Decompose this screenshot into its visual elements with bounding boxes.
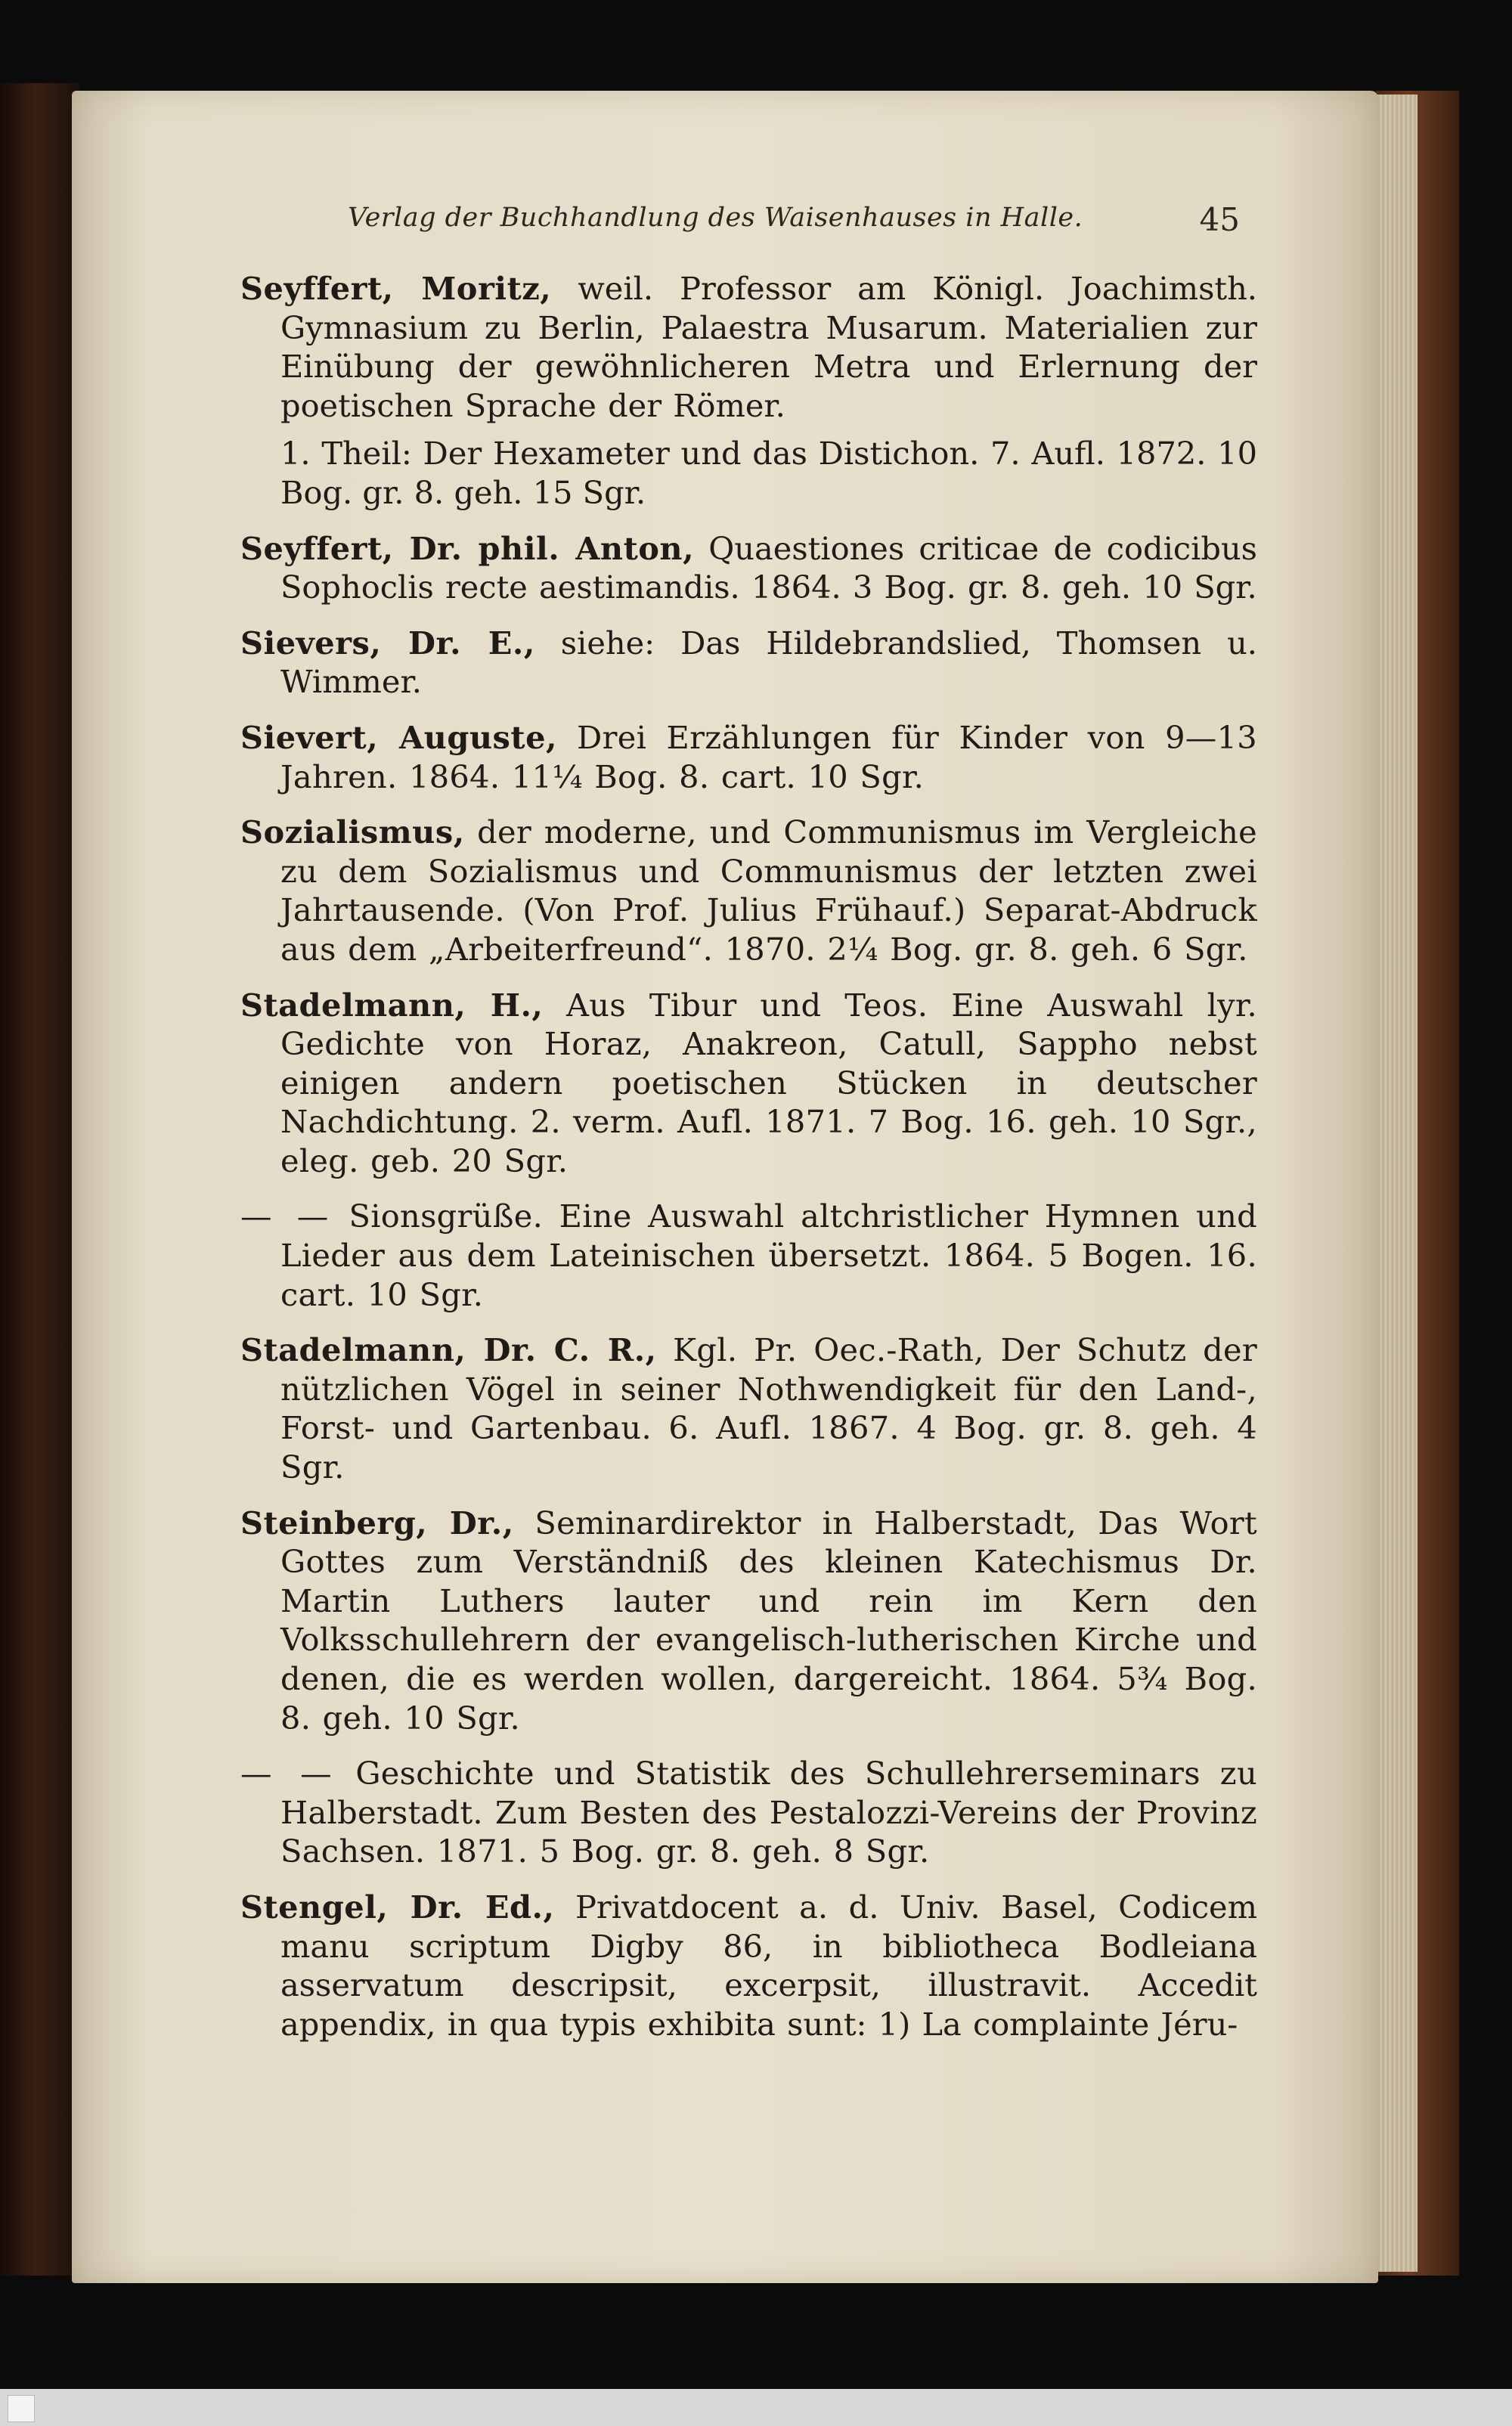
catalog-entry — [240, 529, 1257, 607]
catalog-entry — [240, 1504, 1257, 1738]
catalog-entry — [240, 1331, 1257, 1486]
page-edges — [1372, 94, 1418, 2272]
entry-text: Aus Tibur und Teos. Eine Auswahl lyr. Gedichte von Horaz, Anakreon, Catull, Sappho nebst einigen andern poetischen Stücken in deutscher Nachdichtung. 2. verm. Aufl. 1871. 7 Bog. 16. geh. 10 Sgr., eleg. geb. 20 Sgr. — [280, 986, 1257, 1179]
entry-author: Sievers, Dr. E., — [240, 624, 535, 661]
entry-author: Stengel, Dr. Ed., — [240, 1888, 555, 1926]
page-number: 45 — [1199, 201, 1240, 238]
book-cover-left — [0, 83, 79, 2276]
catalog-entry — [240, 718, 1257, 796]
catalog-entries — [240, 269, 1257, 2060]
entry-text: der moderne, und Communismus im Vergleiche zu dem Sozialismus und Communismus der letzten zwei Jahrtausende. (Von Prof. Julius Frühauf.) Separat-Abdruck aus dem „Arbeiterfreund“. 1870. 2¼ Bog. gr. 8. geh. 6 Sgr. — [280, 813, 1257, 968]
entry-text: weil. Professor am Königl. Joachimsth. Gymnasium zu Berlin, Palaestra Musarum. Materialien zur Einübung der gewöhnlicheren Metra und Erlernung der poetischen Sprache der Römer. — [280, 270, 1257, 424]
catalog-entry — [240, 624, 1257, 702]
viewer-footer-strip — [0, 2389, 1512, 2426]
catalog-entry — [240, 269, 1257, 425]
entry-text: Privatdocent a. d. Univ. Basel, Codicem manu scriptum Digby 86, in bibliotheca Bodleiana asservatum descripsit, excerpsit, illustravit. Accedit appendix, in qua typis exhibita sunt: 1) La complainte Jéru- — [280, 1888, 1257, 2043]
entry-author: Seyffert, Dr. phil. Anton, — [240, 529, 695, 567]
entry-author: Sievert, Auguste, — [240, 718, 557, 756]
entry-text: siehe: Das Hildebrandslied, Thomsen u. Wimmer. — [280, 624, 1257, 701]
entry-author: Stadelmann, H., — [240, 986, 544, 1024]
entry-text: Sionsgrüße. Eine Auswahl altchristlicher Hymnen und Lieder aus dem Lateinischen übersetzt. 1864. 5 Bogen. 16. cart. 10 Sgr. — [280, 1198, 1257, 1313]
catalog-entry-continued — [240, 1197, 1257, 1314]
entry-text: Quaestiones criticae de codicibus Sophoclis recte aestimandis. 1864. 3 Bog. gr. 8. geh. 10 Sgr. — [280, 529, 1257, 606]
page-header — [348, 203, 1240, 240]
catalog-entry — [240, 986, 1257, 1181]
entry-text: Seminardirektor in Halberstadt, Das Wort Gottes zum Verständniß des kleinen Katechismus Dr. Martin Luthers lauter und rein im Kern den Volksschullehrern der evangelisch-lutherischen Kirche und denen, die es werden wollen, dargereicht. 1864. 5¾ Bog. 8. geh. 10 Sgr. — [280, 1504, 1257, 1737]
catalog-entry — [240, 1888, 1257, 2043]
entry-text: Kgl. Pr. Oec.-Rath, Der Schutz der nützlichen Vögel in seiner Nothwendigkeit für den Land-, Forst- und Gartenbau. 6. Aufl. 1867. 4 Bog. gr. 8. geh. 4 Sgr. — [280, 1331, 1258, 1486]
ditto-dash: — — — [240, 1755, 336, 1792]
entry-author: Steinberg, Dr., — [240, 1504, 514, 1541]
entry-author: Stadelmann, Dr. C. R., — [240, 1331, 657, 1369]
catalog-entry — [240, 813, 1257, 968]
entry-text: Geschichte und Statistik des Schullehrerseminars zu Halberstadt. Zum Besten des Pestalozzi-Vereins der Provinz Sachsen. 1871. 5 Bog. gr. 8. geh. 8 Sgr. — [280, 1755, 1257, 1870]
entry-author: Sozialismus, — [240, 813, 465, 851]
entry-author: Seyffert, Moritz, — [240, 270, 552, 307]
entry-part: 1. Theil: Der Hexameter und das Distichon. 7. Aufl. 1872. 10 Bog. gr. 8. geh. 15 Sgr. — [280, 435, 1257, 511]
catalog-entry-continued — [240, 1754, 1257, 1871]
library-logo-icon — [8, 2395, 35, 2422]
entry-text: Drei Erzählungen für Kinder von 9—13 Jahren. 1864. 11¼ Bog. 8. cart. 10 Sgr. — [280, 718, 1257, 795]
running-title: Verlag der Buchhandlung des Waisenhauses in Halle. — [348, 203, 1083, 233]
ditto-dash: — — — [240, 1198, 333, 1235]
